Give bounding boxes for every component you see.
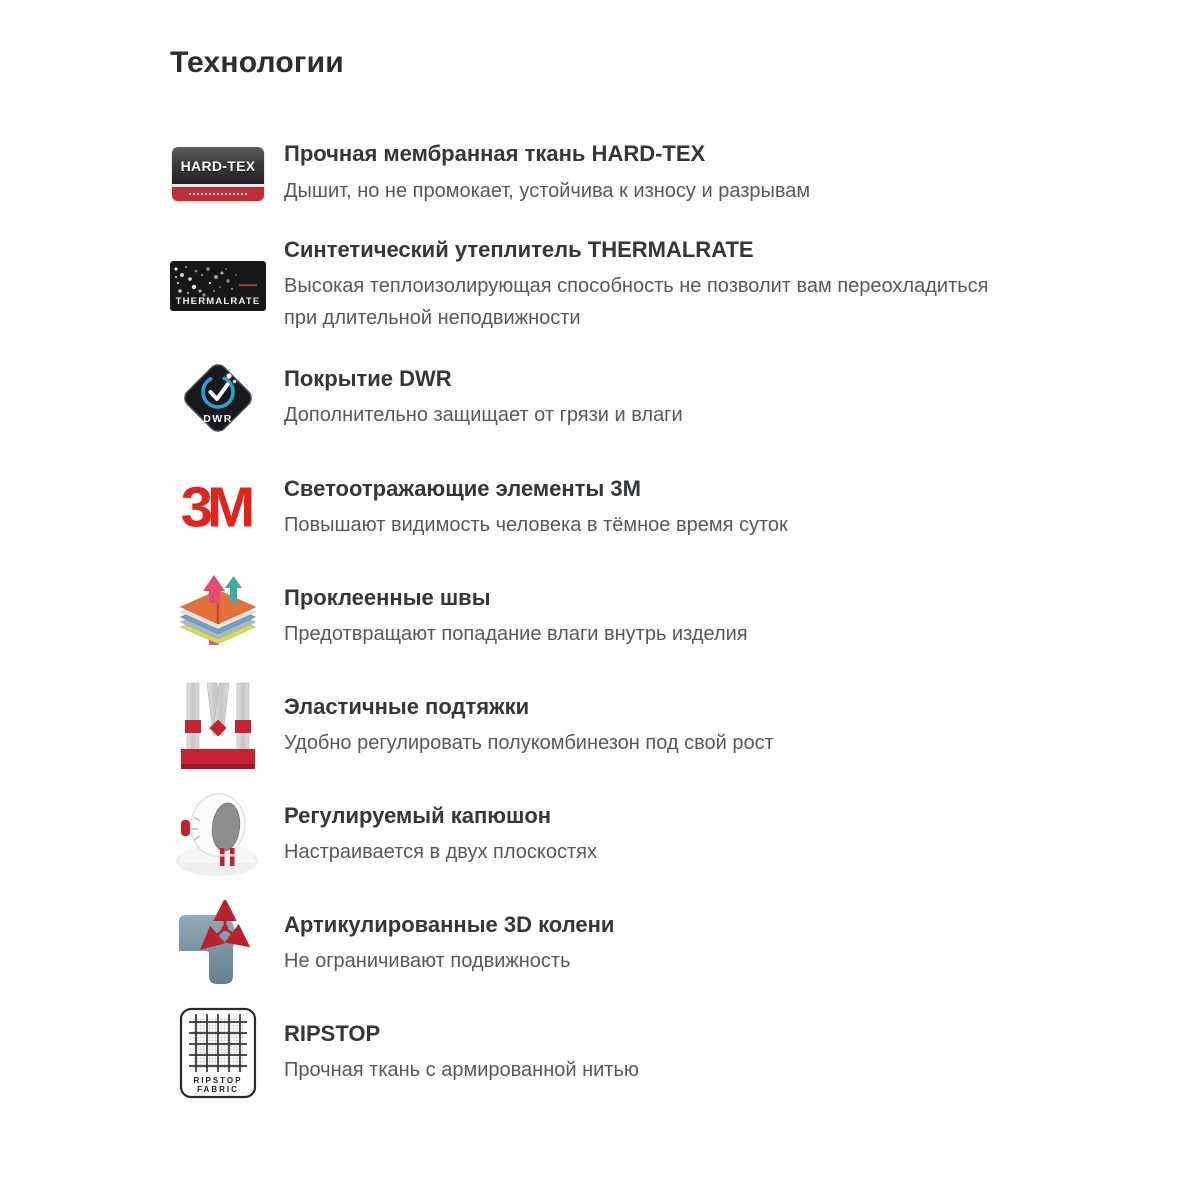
tech-item-taped-seams	[170, 571, 1163, 663]
tech-item-title: Покрытие DWR	[284, 365, 452, 391]
tech-item-hardtex	[170, 128, 1163, 220]
3m-logo-icon: 3M	[180, 476, 250, 540]
tech-item-title: Эластичные подтяжки	[284, 693, 530, 719]
tech-item-title: Прочная мембранная ткань HARD-TEX	[284, 141, 706, 167]
tech-item-description: Дышит, но не промокает, устойчива к износу и разрывам	[284, 179, 811, 202]
tech-item-suspenders	[170, 680, 1163, 772]
tech-item-thermalrate	[170, 237, 1163, 334]
tech-item-dwr	[170, 351, 1163, 445]
tech-item-title: Проклеенные швы	[284, 584, 491, 610]
dwr-badge-icon	[170, 351, 266, 445]
page-title: Технологии	[170, 46, 344, 79]
suspenders-icon	[170, 681, 266, 771]
tech-item-hood	[170, 789, 1163, 881]
thermalrate-badge-label: THERMALRATE	[175, 295, 261, 307]
tech-item-3d-knees	[170, 898, 1163, 990]
tech-item-title: RIPSTOP	[284, 1020, 381, 1046]
tech-item-description: Высокая теплоизолирующая способность не позволит вам переохладиться при длительной неподвижности	[284, 275, 989, 330]
3d-knees-icon	[170, 900, 266, 988]
tech-item-title: Регулируемый капюшон	[284, 802, 552, 828]
tech-item-title: Светоотражающие элементы 3M	[284, 475, 641, 501]
dwr-badge-label: DWR	[203, 413, 233, 426]
tech-item-3m	[170, 462, 1163, 554]
ripstop-badge-icon	[170, 1007, 266, 1099]
tech-item-description: Предотвращают попадание влаги внутрь изделия	[284, 623, 748, 646]
tech-item-description: Повышают видимость человека в тёмное время суток	[284, 514, 788, 537]
tech-item-description: Прочная ткань с армированной нитью	[284, 1059, 639, 1082]
tech-item-description: Дополнительно защищает от грязи и влаги	[284, 404, 683, 427]
tech-item-title: Синтетический утеплитель THERMALRATE	[284, 237, 754, 262]
thermalrate-badge-icon	[170, 261, 266, 311]
taped-seams-icon	[170, 571, 266, 663]
ripstop-badge-label: RIPSTOP	[193, 1076, 243, 1086]
tech-item-description: Настраивается в двух плоскостях	[284, 841, 597, 864]
technology-list	[170, 128, 1163, 1116]
tech-item-ripstop	[170, 1007, 1163, 1099]
ripstop-badge-sublabel: FABRIC	[197, 1085, 239, 1095]
tech-item-description: Удобно регулировать полукомбинезон под свой рост	[284, 732, 774, 755]
tech-item-title: Артикулированные 3D колени	[284, 911, 615, 937]
hard-tex-badge-label: HARD-TEX	[172, 147, 264, 184]
tech-item-description: Не ограничивают подвижность	[284, 950, 571, 973]
adjustable-hood-icon	[170, 791, 266, 879]
hard-tex-badge-icon	[170, 147, 266, 201]
